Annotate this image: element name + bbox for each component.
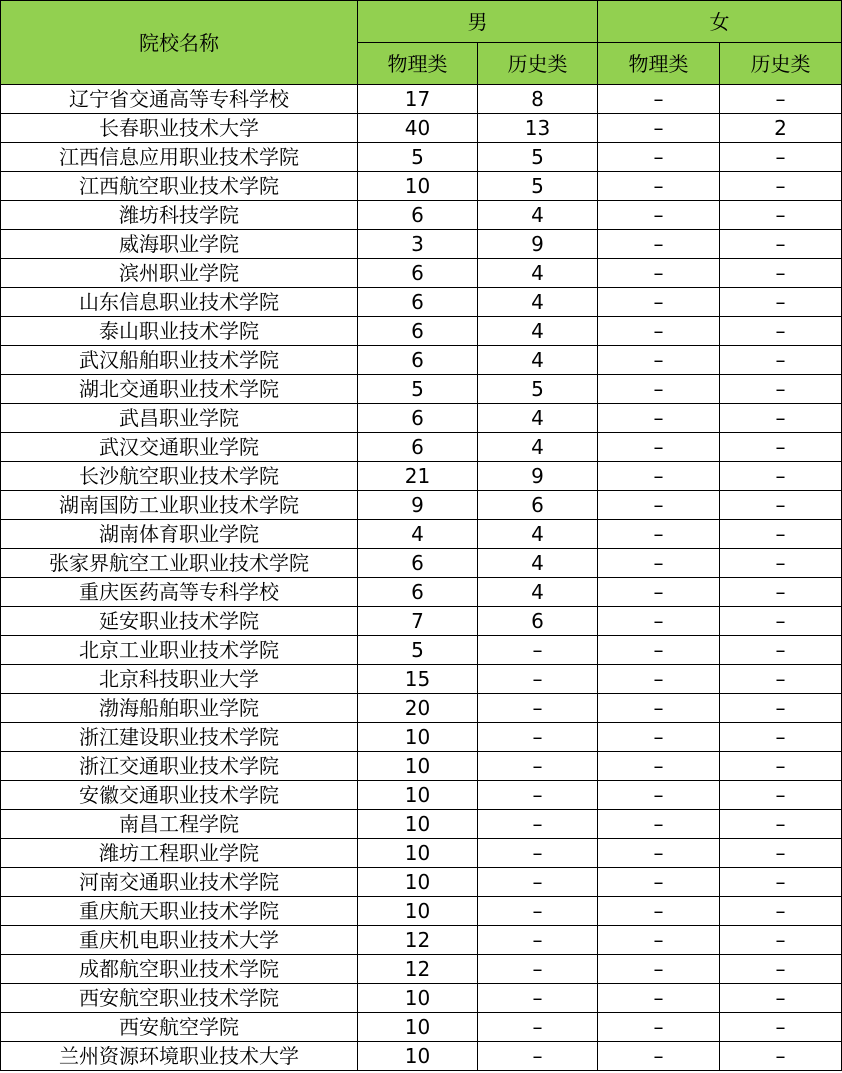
table-row [1, 694, 842, 723]
header-male-physics: 物理类 [358, 43, 478, 85]
male-physics-cell: 6 [358, 317, 478, 346]
female-physics-cell: – [598, 578, 720, 607]
male-history-cell: – [478, 868, 598, 897]
female-history-cell: – [720, 984, 842, 1013]
table-row [1, 926, 842, 955]
school-name-cell: 浙江建设职业技术学院 [1, 723, 358, 752]
table-row [1, 665, 842, 694]
table-row [1, 491, 842, 520]
female-history-cell: – [720, 462, 842, 491]
female-history-cell: – [720, 1042, 842, 1071]
male-history-cell: – [478, 1013, 598, 1042]
school-name-cell: 渤海船舶职业学院 [1, 694, 358, 723]
female-history-cell: – [720, 636, 842, 665]
table-header [1, 1, 842, 85]
male-history-cell: 4 [478, 578, 598, 607]
header-female: 女 [598, 1, 842, 43]
female-physics-cell: – [598, 1013, 720, 1042]
female-physics-cell: – [598, 259, 720, 288]
female-history-cell: – [720, 375, 842, 404]
female-history-cell: 2 [720, 114, 842, 143]
header-male-history: 历史类 [478, 43, 598, 85]
female-history-cell: – [720, 665, 842, 694]
male-physics-cell: 5 [358, 636, 478, 665]
male-physics-cell: 10 [358, 868, 478, 897]
table-row [1, 578, 842, 607]
male-physics-cell: 10 [358, 810, 478, 839]
table-row [1, 1013, 842, 1042]
female-history-cell: – [720, 752, 842, 781]
school-name-cell: 西安航空学院 [1, 1013, 358, 1042]
school-name-cell: 泰山职业技术学院 [1, 317, 358, 346]
female-history-cell: – [720, 172, 842, 201]
table-row [1, 230, 842, 259]
female-physics-cell: – [598, 810, 720, 839]
female-physics-cell: – [598, 549, 720, 578]
male-physics-cell: 5 [358, 375, 478, 404]
school-name-cell: 武汉交通职业学院 [1, 433, 358, 462]
school-name-cell: 武汉船舶职业技术学院 [1, 346, 358, 375]
female-history-cell: – [720, 897, 842, 926]
table-row [1, 520, 842, 549]
female-physics-cell: – [598, 636, 720, 665]
female-history-cell: – [720, 578, 842, 607]
school-name-cell: 河南交通职业技术学院 [1, 868, 358, 897]
male-history-cell: – [478, 694, 598, 723]
school-name-cell: 江西信息应用职业技术学院 [1, 143, 358, 172]
male-physics-cell: 10 [358, 172, 478, 201]
male-history-cell: 5 [478, 172, 598, 201]
male-history-cell: – [478, 752, 598, 781]
table-row [1, 607, 842, 636]
female-physics-cell: – [598, 723, 720, 752]
school-name-cell: 重庆航天职业技术学院 [1, 897, 358, 926]
male-history-cell: 6 [478, 607, 598, 636]
male-history-cell: – [478, 810, 598, 839]
male-physics-cell: 20 [358, 694, 478, 723]
table-row [1, 810, 842, 839]
female-history-cell: – [720, 201, 842, 230]
female-history-cell: – [720, 723, 842, 752]
male-physics-cell: 3 [358, 230, 478, 259]
male-history-cell: – [478, 781, 598, 810]
female-physics-cell: – [598, 781, 720, 810]
male-history-cell: – [478, 984, 598, 1013]
header-female-physics: 物理类 [598, 43, 720, 85]
school-name-cell: 山东信息职业技术学院 [1, 288, 358, 317]
male-history-cell: – [478, 636, 598, 665]
female-history-cell: – [720, 520, 842, 549]
table-row [1, 433, 842, 462]
female-history-cell: – [720, 288, 842, 317]
table-row [1, 897, 842, 926]
header-female-history: 历史类 [720, 43, 842, 85]
male-physics-cell: 10 [358, 897, 478, 926]
female-physics-cell: – [598, 375, 720, 404]
female-physics-cell: – [598, 85, 720, 114]
female-history-cell: – [720, 781, 842, 810]
male-physics-cell: 5 [358, 143, 478, 172]
female-physics-cell: – [598, 433, 720, 462]
male-history-cell: 4 [478, 259, 598, 288]
male-history-cell: 13 [478, 114, 598, 143]
male-history-cell: 4 [478, 433, 598, 462]
female-physics-cell: – [598, 346, 720, 375]
female-history-cell: – [720, 143, 842, 172]
female-history-cell: – [720, 694, 842, 723]
female-physics-cell: – [598, 868, 720, 897]
female-physics-cell: – [598, 404, 720, 433]
female-physics-cell: – [598, 752, 720, 781]
school-name-cell: 辽宁省交通高等专科学校 [1, 85, 358, 114]
female-history-cell: – [720, 607, 842, 636]
table-row [1, 404, 842, 433]
male-physics-cell: 10 [358, 723, 478, 752]
female-history-cell: – [720, 346, 842, 375]
male-physics-cell: 40 [358, 114, 478, 143]
table-row [1, 984, 842, 1013]
school-name-cell: 北京科技职业大学 [1, 665, 358, 694]
male-history-cell: 6 [478, 491, 598, 520]
female-physics-cell: – [598, 665, 720, 694]
female-physics-cell: – [598, 607, 720, 636]
table-row [1, 346, 842, 375]
table-row [1, 375, 842, 404]
male-history-cell: 4 [478, 288, 598, 317]
female-history-cell: – [720, 85, 842, 114]
female-physics-cell: – [598, 230, 720, 259]
school-name-cell: 北京工业职业技术学院 [1, 636, 358, 665]
male-physics-cell: 6 [358, 288, 478, 317]
school-name-cell: 成都航空职业技术学院 [1, 955, 358, 984]
male-physics-cell: 6 [358, 578, 478, 607]
school-name-cell: 武昌职业学院 [1, 404, 358, 433]
male-history-cell: 9 [478, 462, 598, 491]
school-name-cell: 南昌工程学院 [1, 810, 358, 839]
school-name-cell: 重庆机电职业技术大学 [1, 926, 358, 955]
female-history-cell: – [720, 810, 842, 839]
table-row [1, 462, 842, 491]
table-row [1, 955, 842, 984]
male-history-cell: 8 [478, 85, 598, 114]
male-history-cell: – [478, 1042, 598, 1071]
school-name-cell: 延安职业技术学院 [1, 607, 358, 636]
female-physics-cell: – [598, 143, 720, 172]
male-physics-cell: 10 [358, 1013, 478, 1042]
school-name-cell: 兰州资源环境职业技术大学 [1, 1042, 358, 1071]
male-history-cell: 4 [478, 404, 598, 433]
female-physics-cell: – [598, 926, 720, 955]
female-physics-cell: – [598, 317, 720, 346]
male-physics-cell: 10 [358, 839, 478, 868]
male-history-cell: – [478, 723, 598, 752]
male-physics-cell: 17 [358, 85, 478, 114]
male-physics-cell: 6 [358, 259, 478, 288]
male-history-cell: 5 [478, 375, 598, 404]
male-physics-cell: 12 [358, 955, 478, 984]
female-physics-cell: – [598, 1042, 720, 1071]
table-body [1, 85, 842, 1071]
table-row [1, 636, 842, 665]
female-physics-cell: – [598, 984, 720, 1013]
school-name-cell: 滨州职业学院 [1, 259, 358, 288]
female-history-cell: – [720, 839, 842, 868]
female-history-cell: – [720, 259, 842, 288]
female-history-cell: – [720, 868, 842, 897]
female-history-cell: – [720, 1013, 842, 1042]
male-history-cell: – [478, 897, 598, 926]
male-physics-cell: 9 [358, 491, 478, 520]
female-physics-cell: – [598, 201, 720, 230]
female-physics-cell: – [598, 462, 720, 491]
table-row [1, 723, 842, 752]
male-history-cell: 4 [478, 201, 598, 230]
school-name-cell: 长春职业技术大学 [1, 114, 358, 143]
male-history-cell: – [478, 665, 598, 694]
table-row [1, 259, 842, 288]
male-physics-cell: 10 [358, 781, 478, 810]
female-history-cell: – [720, 955, 842, 984]
female-physics-cell: – [598, 839, 720, 868]
table-row [1, 868, 842, 897]
school-name-cell: 威海职业学院 [1, 230, 358, 259]
table-row [1, 143, 842, 172]
female-physics-cell: – [598, 955, 720, 984]
male-history-cell: – [478, 926, 598, 955]
male-history-cell: 9 [478, 230, 598, 259]
table-row [1, 317, 842, 346]
male-history-cell: – [478, 955, 598, 984]
school-name-cell: 潍坊工程职业学院 [1, 839, 358, 868]
female-history-cell: – [720, 404, 842, 433]
female-physics-cell: – [598, 491, 720, 520]
male-physics-cell: 10 [358, 984, 478, 1013]
female-physics-cell: – [598, 288, 720, 317]
male-history-cell: 4 [478, 346, 598, 375]
table-row [1, 1042, 842, 1071]
male-physics-cell: 21 [358, 462, 478, 491]
female-physics-cell: – [598, 172, 720, 201]
header-school-name: 院校名称 [1, 1, 358, 85]
table-row [1, 839, 842, 868]
school-name-cell: 浙江交通职业技术学院 [1, 752, 358, 781]
school-name-cell: 湖北交通职业技术学院 [1, 375, 358, 404]
table-row [1, 114, 842, 143]
male-physics-cell: 6 [358, 404, 478, 433]
male-physics-cell: 7 [358, 607, 478, 636]
female-physics-cell: – [598, 897, 720, 926]
table-row [1, 781, 842, 810]
female-physics-cell: – [598, 694, 720, 723]
male-history-cell: – [478, 839, 598, 868]
table-row [1, 172, 842, 201]
female-history-cell: – [720, 433, 842, 462]
male-physics-cell: 12 [358, 926, 478, 955]
table-row [1, 85, 842, 114]
male-history-cell: 4 [478, 317, 598, 346]
female-history-cell: – [720, 491, 842, 520]
male-physics-cell: 10 [358, 752, 478, 781]
female-history-cell: – [720, 317, 842, 346]
female-history-cell: – [720, 230, 842, 259]
school-name-cell: 湖南体育职业学院 [1, 520, 358, 549]
male-physics-cell: 15 [358, 665, 478, 694]
female-history-cell: – [720, 549, 842, 578]
school-name-cell: 江西航空职业技术学院 [1, 172, 358, 201]
school-name-cell: 张家界航空工业职业技术学院 [1, 549, 358, 578]
male-physics-cell: 10 [358, 1042, 478, 1071]
school-name-cell: 重庆医药高等专科学校 [1, 578, 358, 607]
school-name-cell: 长沙航空职业技术学院 [1, 462, 358, 491]
female-physics-cell: – [598, 520, 720, 549]
male-physics-cell: 6 [358, 549, 478, 578]
school-name-cell: 潍坊科技学院 [1, 201, 358, 230]
male-physics-cell: 6 [358, 201, 478, 230]
male-physics-cell: 4 [358, 520, 478, 549]
male-history-cell: 4 [478, 520, 598, 549]
school-name-cell: 湖南国防工业职业技术学院 [1, 491, 358, 520]
male-physics-cell: 6 [358, 433, 478, 462]
table-row [1, 549, 842, 578]
school-name-cell: 安徽交通职业技术学院 [1, 781, 358, 810]
table-row [1, 288, 842, 317]
school-name-cell: 西安航空职业技术学院 [1, 984, 358, 1013]
female-history-cell: – [720, 926, 842, 955]
header-male: 男 [358, 1, 598, 43]
table-row [1, 201, 842, 230]
male-physics-cell: 6 [358, 346, 478, 375]
male-history-cell: 5 [478, 143, 598, 172]
female-physics-cell: – [598, 114, 720, 143]
table-row [1, 752, 842, 781]
male-history-cell: 4 [478, 549, 598, 578]
